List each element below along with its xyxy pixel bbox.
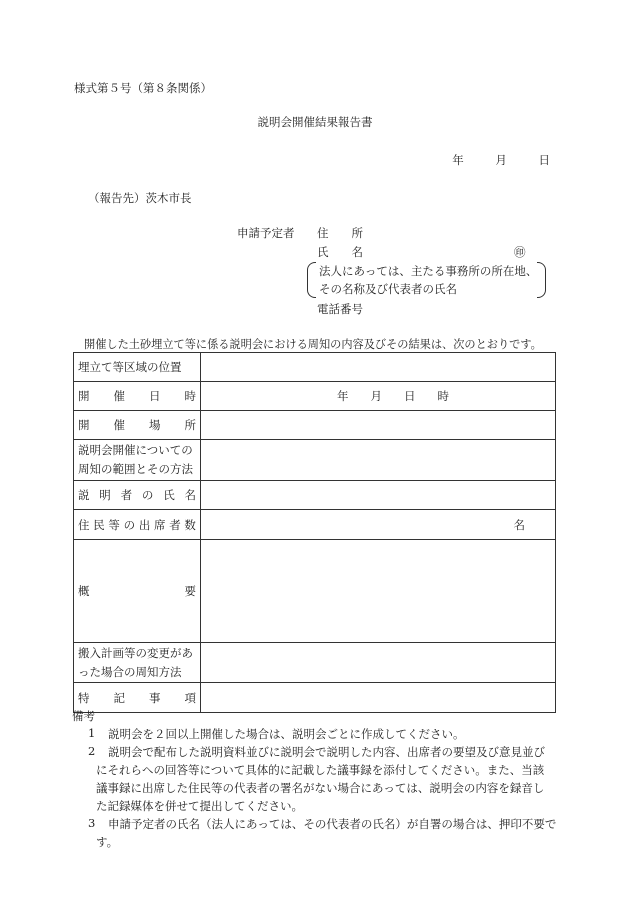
label-char: 席 [154,517,166,532]
label-char: 要 [184,584,196,598]
date-day-label: 日 [538,153,550,167]
label-summary [74,540,201,643]
date-year-label: 年 [452,153,464,167]
label-datetime [74,382,201,411]
right-bracket [537,262,546,298]
date-fields [424,152,550,168]
table-row-remarks [74,683,556,713]
note-text: 説明会で配布した説明資料並びに説明会で説明した内容、出席者の要望及び意見並び [108,745,545,759]
note-text: 申請予定者の氏名（法人にあっては、その代表者の氏名）が自署の場合は、押印不要で [108,817,557,831]
label-location-text: 埋立て等区域の位置 [78,360,182,374]
corp-note-line1: 法人にあっては、主たる事務所の所在地、 [319,264,538,278]
label-char: 催 [113,418,125,432]
label-char: 住 [78,517,90,532]
label-char: 所 [184,418,196,432]
label-char: 説 [78,488,90,502]
value-datetime[interactable] [201,382,556,411]
attendees-unit: 名 [513,517,525,532]
value-location[interactable] [201,353,556,382]
label-char: 日 [149,389,161,403]
table-row-presenter [74,481,556,510]
label-change-line2: った場合の周知方法 [78,664,182,679]
note-text: にそれらへの回答等について具体的に記載した議事録を添付してください。また、当該 [96,763,545,777]
value-change[interactable] [201,643,556,683]
note-text: す。 [96,835,119,849]
value-notice[interactable] [201,440,556,481]
label-char: 名 [184,488,196,502]
value-remarks[interactable] [201,683,556,713]
label-char: 開 [78,418,90,432]
label-char: 出 [138,517,151,532]
name-label: 氏 名 [317,245,363,259]
label-char: 記 [113,690,125,705]
note-text: た記録媒体を併せて提出してください。 [96,799,303,813]
value-attendees[interactable] [201,510,556,540]
value-venue[interactable] [201,411,556,440]
applicant-role-label: 申請予定者 [237,226,295,240]
label-char: 場 [149,418,161,432]
document-title: 説明会開催結果報告書 [257,115,373,129]
label-char: 者 [120,488,133,502]
table-row-change [74,643,556,683]
label-notice-line1: 説明会開催についての [78,443,193,457]
note-number: 3 [88,816,96,830]
note-text: 説明会を２回以上開催した場合は、説明会ごとに作成してください。 [108,727,465,741]
phone-label: 電話番号 [317,302,363,316]
label-notice [74,440,201,481]
addressee: （報告先）茨木市長 [88,191,192,205]
table-row-venue [74,411,556,440]
table-row-attendees [74,510,556,540]
label-char: 開 [78,389,90,403]
label-char: 民 [93,517,105,532]
label-venue [74,411,201,440]
label-char: 時 [184,389,196,403]
datetime-year-unit: 年 [337,389,349,403]
label-change-line1: 搬入計画等の変更があ [78,645,193,660]
report-table [73,352,556,713]
datetime-day-unit: 日 [404,389,416,403]
intro-text: 開催した土砂埋立て等に係る説明会における周知の内容及びその結果は、次のとおりです。 [84,338,542,351]
note-number: 2 [88,744,96,758]
note-number: 1 [88,726,96,740]
value-presenter[interactable] [201,481,556,510]
label-attendees [74,510,201,540]
label-char: 特 [78,690,90,705]
form-number: 様式第５号（第８条関係） [74,81,212,95]
label-char: 氏 [163,488,175,502]
label-char: 催 [113,389,125,403]
table-row-datetime [74,382,556,411]
table-row-location [74,353,556,382]
label-char: 項 [184,690,196,705]
label-char: 明 [99,488,111,502]
label-location [74,353,201,382]
note-text: 議事録に出席した住民等の代表者の署名がない場合にあっては、説明会の内容を録音し [96,781,545,795]
label-char: 数 [184,517,196,532]
label-char: の [141,488,154,502]
label-notice-line2: 周知の範囲とその方法 [78,462,193,476]
corp-note-line2: その名称及び代表者の氏名 [319,282,457,296]
notes-heading: 備考 [72,709,95,723]
value-summary[interactable] [201,540,556,643]
label-char: 等 [108,517,120,532]
datetime-month-unit: 月 [370,389,382,403]
date-month-label: 月 [495,153,507,167]
label-change [74,643,201,683]
seal-mark: ㊞ [514,245,526,259]
label-char: 者 [169,517,181,532]
label-char: 事 [149,690,161,705]
label-char: 概 [78,584,90,598]
datetime-hour-unit: 時 [437,389,449,403]
table-row-notice [74,440,556,481]
label-char: の [123,517,136,532]
address-label: 住 所 [317,226,363,240]
left-bracket [307,262,316,298]
label-presenter [74,481,201,510]
table-row-summary [74,540,556,643]
